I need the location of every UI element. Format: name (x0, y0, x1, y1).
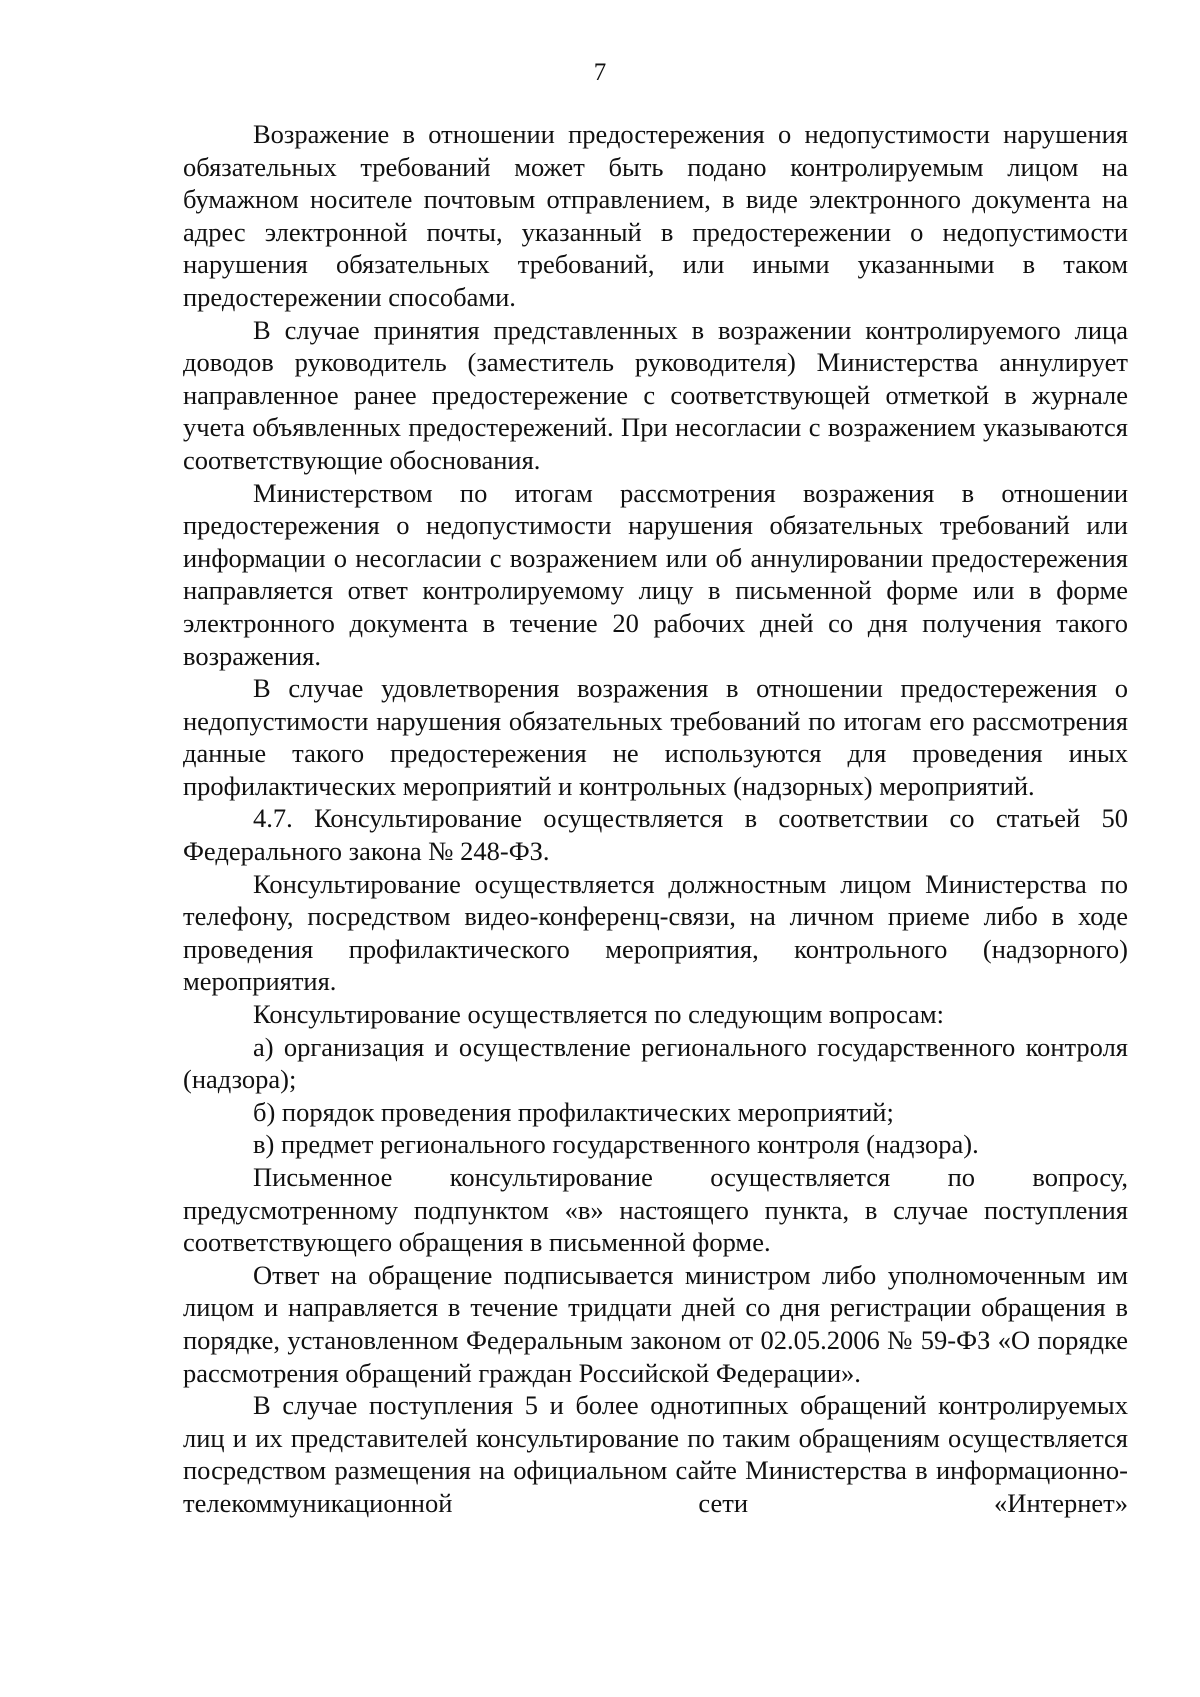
list-item-b: б) порядок проведения профилактических мероприятий; (253, 1096, 894, 1127)
page-number: 7 (593, 59, 607, 86)
paragraph-similar-requests: В случае поступления 5 и более однотипных обращений контролируемых лиц и их представителей консультирование по таким обращениям осуществляется посредством размещения на официальном сайте Министерства в информационно-телекоммуникационной сети «Интернет» (183, 1390, 1128, 1518)
paragraph-response-signing: Ответ на обращение подписывается министром либо уполномоченным им лицом и направляется в течение тридцати дней со дня регистрации обращения в порядке, установленном Федеральным законом от 02.05.2006 № 59-ФЗ «О порядке рассмотрения обращений граждан Российской Федерации». (183, 1259, 1128, 1388)
document-body (183, 118, 1128, 1520)
paragraph-objection-satisfied: В случае удовлетворения возражения в отношении предостережения о недопустимости нарушения обязательных требований по итогам его рассмотрения данные такого предостережения не используются для проведения иных профилактических мероприятий и контрольных (надзорных) мероприятий. (183, 673, 1128, 801)
paragraph-ministry-response: Министерством по итогам рассмотрения возражения в отношении предостережения о недопустимости нарушения обязательных требований или информации о несогласии с возражением или об аннулировании предостережения направляется ответ контролируемому лицу в письменной форме или в форме электронного документа в течение 20 рабочих дней со дня получения такого возражения. (183, 477, 1128, 671)
list-item-a: а) организация и осуществление регионального государственного контроля (надзора); (183, 1031, 1128, 1095)
paragraph-written-consulting: Письменное консультирование осуществляется по вопросу, предусмотренному подпунктом «в» настоящего пункта, в случае поступления соответствующего обращения в письменной форме. (183, 1162, 1128, 1258)
paragraph-consulting-questions: Консультирование осуществляется по следующим вопросам: (253, 999, 944, 1030)
paragraph-objection-submission: Возражение в отношении предостережения о недопустимости нарушения обязательных требований может быть подано контролируемым лицом на бумажном носителе почтовым отправлением, в виде электронного документа на адрес электронной почты, указанный в предостережении о недопустимости нарушения обязательных требований, или иными указанными в таком предостережении способами. (183, 119, 1128, 312)
paragraph-consulting-methods: Консультирование осуществляется должностным лицом Министерства по телефону, посредством видео-конференц-связи, на личном приеме либо в ходе проведения профилактического мероприятия, контрольного (надзорного) мероприятия. (183, 868, 1128, 997)
list-item-v: в) предмет регионального государственного контроля (надзора). (253, 1129, 979, 1160)
paragraph-objection-accepted: В случае принятия представленных в возражении контролируемого лица доводов руководитель (заместитель руководителя) Министерства аннулирует направленное ранее предостережение с соответствующей отметкой в журнале учета объявленных предостережений. При несогласии с возражением указываются соответствующие обоснования. (183, 314, 1128, 475)
paragraph-consulting-4-7: 4.7. Консультирование осуществляется в соответствии со статьей 50 Федерального закона № 248-ФЗ. (183, 803, 1128, 867)
